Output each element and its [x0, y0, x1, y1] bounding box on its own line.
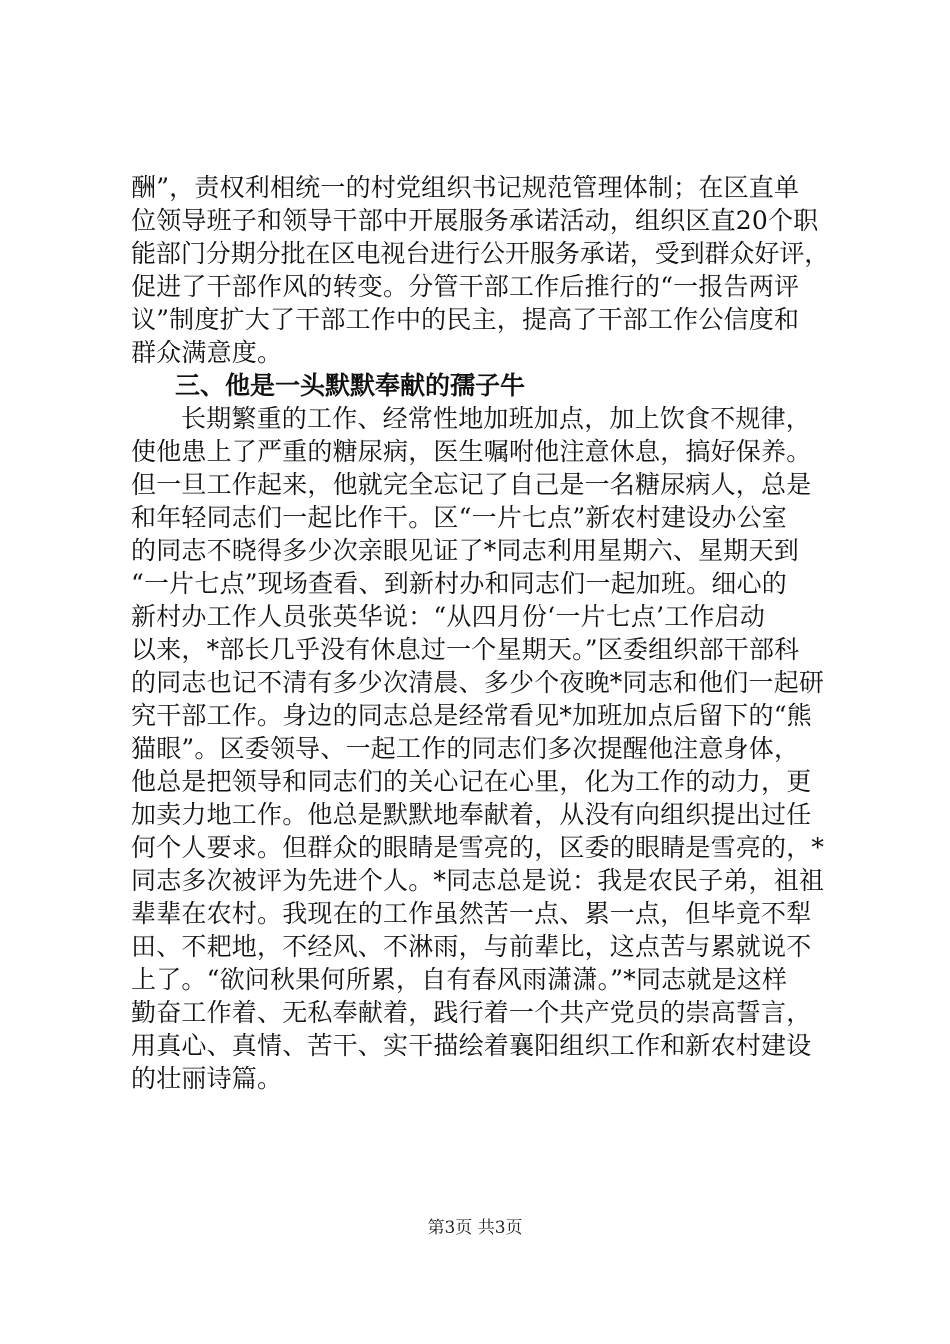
text-line: 议”制度扩大了干部工作中的民主，提高了干部工作公信度和 — [131, 305, 800, 334]
text-line: 但一旦工作起来，他就完全忘记了自己是一名糖尿病人，总是 — [131, 470, 812, 499]
text-line: 的同志也记不清有多少次清晨、多少个夜晚*同志和他们一起研 — [131, 668, 825, 697]
text-line: 能部门分期分批在区电视台进行公开服务承诺，受到群众好评， — [131, 239, 830, 268]
text-line: 田、不耙地，不经风、不淋雨，与前辈比，这点苦与累就说不 — [131, 932, 812, 961]
paragraph-continued — [131, 171, 831, 369]
text-line: “一片七点”现场查看、到新村办和同志们一起加班。细心的 — [131, 569, 787, 598]
text-line: 使他患上了严重的糖尿病，医生嘱咐他注意休息，搞好保养。 — [131, 437, 812, 466]
text-line: 促进了干部作风的转变。分管干部工作后推行的“一报告两评 — [131, 272, 800, 301]
text-line: 长期繁重的工作、经常性地加班加点，加上饮食不规律， — [181, 404, 812, 433]
text-line: 的壮丽诗篇。 — [131, 1064, 283, 1093]
text-line: 和年轻同志们一起比作干。区“一片七点”新农村建设办公室 — [131, 503, 787, 532]
text-line: 的同志不晓得多少次亲眼见证了*同志利用星期六、星期天到 — [131, 536, 799, 565]
text-line: 新村办工作人员张英华说：“从四月份‘一片七点’工作启动 — [131, 602, 766, 631]
text-line: 以来，*部长几乎没有休息过一个星期天。”区委组织部干部科 — [131, 635, 800, 664]
text-line: 何个人要求。但群众的眼睛是雪亮的，区委的眼睛是雪亮的，* — [131, 833, 825, 862]
text-line: 同志多次被评为先进个人。*同志总是说：我是农民子弟，祖祖 — [131, 866, 825, 895]
text-line: 究干部工作。身边的同志总是经常看见*加班加点后留下的“熊 — [131, 701, 812, 730]
text-line: 用真心、真情、苦干、实干描绘着襄阳组织工作和新农村建设 — [131, 1031, 812, 1060]
text-line: 辈辈在农村。我现在的工作虽然苦一点、累一点，但毕竟不犁 — [131, 899, 812, 928]
document-body — [131, 171, 831, 1095]
page-footer — [0, 1213, 950, 1238]
paragraph-section-three — [131, 402, 831, 1095]
text-line: 他总是把领导和同志们的关心记在心里，化为工作的动力，更 — [131, 767, 812, 796]
text-line: 猫眼”。区委领导、一起工作的同志们多次提醒他注意身体， — [131, 734, 800, 763]
text-line: 勤奋工作着、无私奉献着，践行着一个共产党员的崇高誓言， — [131, 998, 812, 1027]
text-line: 位领导班子和领导干部中开展服务承诺活动，组织区直20个职 — [131, 206, 819, 235]
text-line: 上了。“欲问秋果何所累，自有春风雨潇潇。”*同志就是这样 — [131, 965, 788, 994]
section-heading: 三、他是一头默默奉献的孺子牛 — [175, 371, 526, 400]
text-line: 群众满意度。 — [131, 338, 283, 367]
text-line: 加卖力地工作。他总是默默地奉献着，从没有向组织提出过任 — [131, 800, 812, 829]
text-line: 酬”，责权利相统一的村党组织书记规范管理体制；在区直单 — [131, 173, 800, 202]
page-number: 第3页 共3页 — [427, 1218, 523, 1238]
